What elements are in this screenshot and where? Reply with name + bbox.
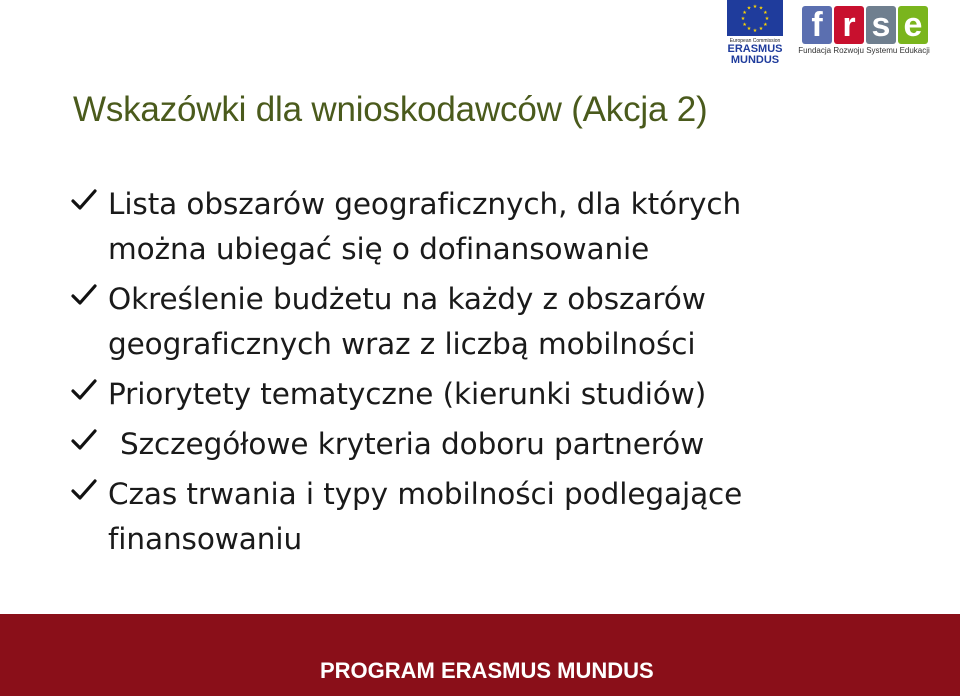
eu-star-icon: ★ bbox=[764, 15, 770, 22]
eu-star-icon: ★ bbox=[752, 27, 758, 34]
bullet-text-line: Czas trwania i typy mobilności podlegające bbox=[108, 477, 743, 511]
checkmark-icon bbox=[70, 282, 98, 308]
bullet-item bbox=[70, 472, 950, 562]
eu-star-icon: ★ bbox=[763, 21, 768, 28]
checkmark-icon bbox=[70, 187, 98, 213]
eu-star-icon: ★ bbox=[746, 5, 752, 12]
eu-logo-line1: ERASMUS bbox=[727, 43, 783, 55]
eu-star-icon: ★ bbox=[742, 9, 747, 16]
eu-flag-icon bbox=[727, 0, 783, 36]
slide-title: Wskazówki dla wnioskodawców (Akcja 2) bbox=[73, 90, 708, 129]
bullet-list bbox=[70, 182, 950, 567]
bullet-item bbox=[70, 372, 950, 417]
frse-letter-boxes bbox=[802, 6, 928, 46]
bullet-item bbox=[70, 277, 950, 367]
checkmark-icon bbox=[70, 377, 98, 403]
bullet-text-line: geograficznych wraz z liczbą mobilności bbox=[108, 327, 696, 361]
bullet-item bbox=[70, 422, 950, 467]
eu-star-icon: ★ bbox=[758, 5, 764, 12]
bullet-text-line: Szczegółowe kryteria doboru partnerów bbox=[120, 427, 705, 461]
bullet-text-line: Priorytety tematyczne (kierunki studiów) bbox=[108, 377, 707, 411]
eu-logo-line2: MUNDUS bbox=[730, 54, 780, 66]
erasmus-mundus-logo bbox=[727, 0, 783, 66]
eu-star-icon: ★ bbox=[763, 9, 768, 16]
eu-star-icon: ★ bbox=[752, 3, 758, 10]
eu-star-icon: ★ bbox=[746, 26, 752, 33]
frse-letter-r: r bbox=[834, 6, 864, 44]
bullet-text-line: można ubiegać się o dofinansowanie bbox=[108, 232, 650, 266]
eu-logo-small-text: European Commission bbox=[729, 38, 781, 44]
frse-letter-e: e bbox=[898, 6, 928, 44]
frse-letter-f: f bbox=[802, 6, 832, 44]
eu-star-icon: ★ bbox=[740, 15, 746, 22]
bullet-text-line: Określenie budżetu na każdy z obszarów bbox=[108, 282, 706, 316]
checkmark-icon bbox=[70, 477, 98, 503]
eu-star-icon: ★ bbox=[758, 26, 764, 33]
frse-letter-s: s bbox=[866, 6, 896, 44]
frse-caption: Fundacja Rozwoju Systemu Edukacji bbox=[798, 46, 930, 55]
footer-text: PROGRAM ERASMUS MUNDUS bbox=[320, 658, 654, 683]
frse-logo bbox=[798, 6, 930, 58]
bullet-text-line: Lista obszarów geograficznych, dla których bbox=[108, 187, 742, 221]
bullet-item bbox=[70, 182, 950, 272]
checkmark-icon bbox=[70, 427, 98, 453]
eu-star-icon: ★ bbox=[742, 21, 747, 28]
bullet-text-line: finansowaniu bbox=[108, 522, 303, 556]
